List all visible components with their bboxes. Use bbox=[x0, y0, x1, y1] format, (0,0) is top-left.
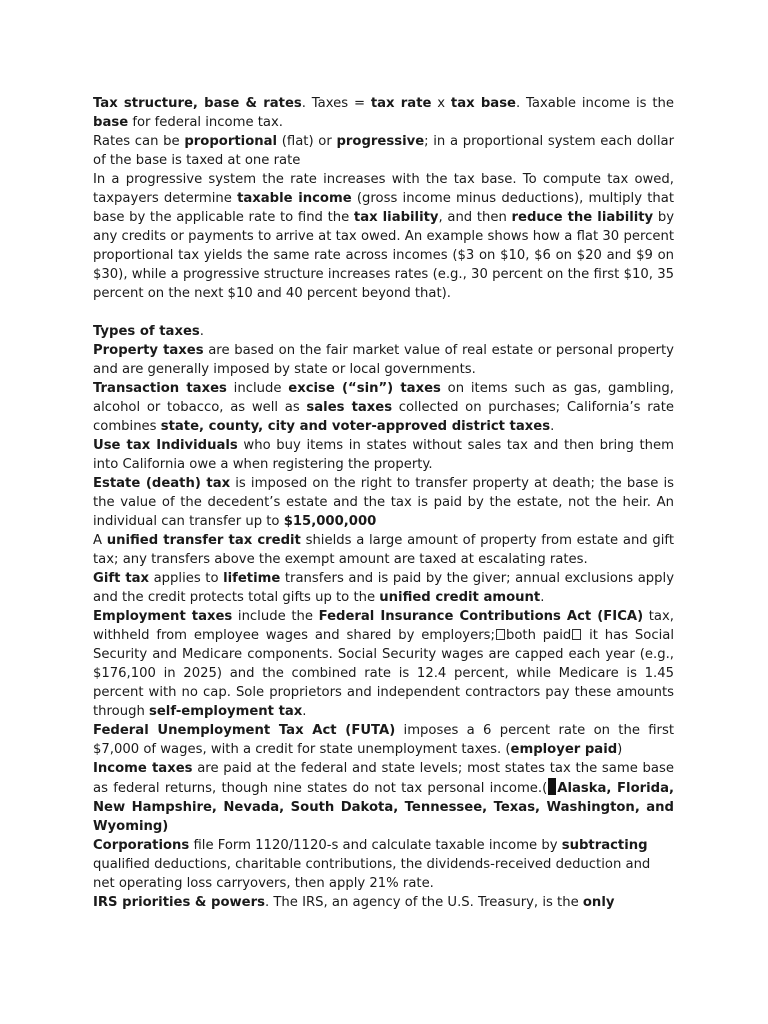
paragraph-employment-taxes: Employment taxes include the Federal Insurance Contributions Act (FICA) tax, withheld from employee wages and shared by employers; both paid it has Social Security and Medicare components. Social Security wages are capped each year (e.g., $176,100 in 2025) and the combined rate is 12.4 percent, while Medicare is 1.45 percent with no cap. Sole proprietors and independent contractors pay these amounts through self-employment tax. bbox=[93, 609, 674, 719]
paragraph-property-taxes: Property taxes are based on the fair market value of real estate or personal property and are generally imposed by state or local governments. bbox=[93, 343, 674, 377]
paragraph-corporations: Corporations file Form 1120/1120-s and calculate taxable income by subtracting qualified deductions, charitable contributions, the dividends-received deduction and net operating loss carryovers, then apply 21% rate. bbox=[93, 838, 651, 891]
paragraph-rates: Rates can be proportional (flat) or progressive; in a proportional system each dollar of the base is taxed at one rate bbox=[93, 134, 675, 168]
paragraph-irs: IRS priorities & powers. The IRS, an agency of the U.S. Treasury, is the only bbox=[93, 895, 615, 910]
paragraph-futa: Federal Unemployment Tax Act (FUTA) imposes a 6 percent rate on the first $7,000 of wages, with a credit for state unemployment taxes. (employer paid) bbox=[93, 723, 674, 757]
heading-types-of-taxes: Types of taxes. bbox=[93, 324, 204, 339]
term-tax-structure: Tax structure, base & rates bbox=[93, 96, 302, 111]
text-cursor-icon bbox=[548, 778, 556, 795]
paragraph-tax-structure: Tax structure, base & rates. Taxes = tax rate x tax base. Taxable income is the base for federal income tax. bbox=[93, 96, 674, 130]
missing-glyph-icon bbox=[572, 629, 581, 640]
paragraph-unified-credit: A unified transfer tax credit shields a large amount of property from estate and gift tax; any transfers above the exempt amount are taxed at escalating rates. bbox=[93, 533, 674, 567]
paragraph-transaction-taxes: Transaction taxes include excise (“sin”) taxes on items such as gas, gambling, alcohol or tobacco, as well as sales taxes collected on purchases; California’s rate combines state, county, city and voter-approved district taxes. bbox=[93, 381, 674, 434]
blank-line bbox=[93, 303, 674, 322]
paragraph-income-taxes: Income taxes are paid at the federal and state levels; most states tax the same base as federal returns, though nine states do not tax personal income.( Alaska, Florida, New Hampshire, Nevada, South Dakota, Tennessee, Texas, Washington, and Wyoming) bbox=[93, 761, 675, 834]
paragraph-estate-tax: Estate (death) tax is imposed on the right to transfer property at death; the base is the value of the decedent’s estate and the tax is paid by the estate, not the heir. An individual can transfer up to $15,000,000 bbox=[93, 476, 674, 529]
document-body bbox=[93, 94, 674, 912]
paragraph-gift-tax: Gift tax applies to lifetime transfers and is paid by the giver; annual exclusions apply and the credit protects total gifts up to the unified credit amount. bbox=[93, 571, 674, 605]
missing-glyph-icon bbox=[496, 629, 505, 640]
paragraph-progressive: In a progressive system the rate increases with the tax base. To compute tax owed, taxpayers determine taxable income (gross income minus deductions), multiply that base by the applicable rate to find the tax liability, and then reduce the liability by any credits or payments to arrive at tax owed. An example shows how a flat 30 percent proportional tax yields the same rate across incomes ($3 on $10, $6 on $20 and $9 on $30), while a progressive structure increases rates (e.g., 30 percent on the first $10, 35 percent on the next $10 and 40 percent beyond that). bbox=[93, 172, 675, 301]
paragraph-use-tax: Use tax Individuals who buy items in states without sales tax and then bring them into California owe a when registering the property. bbox=[93, 438, 674, 472]
